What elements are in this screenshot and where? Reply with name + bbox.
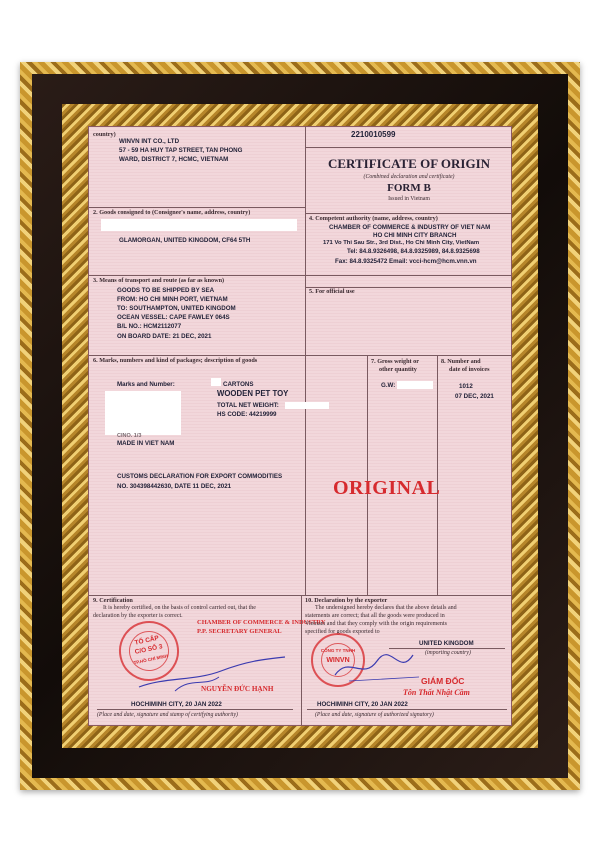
- divider-v7: [367, 355, 368, 595]
- consignee-line: GLAMORGAN, UNITED KINGDOM, CF64 5TH: [119, 237, 251, 244]
- box8-label-1: 8. Number and: [441, 358, 481, 365]
- made-in-label: MADE IN VIET NAM: [117, 440, 175, 447]
- redacted-shipping-marks: [105, 391, 181, 435]
- net-weight: TOTAL NET WEIGHT:: [217, 402, 279, 409]
- certification-text-1: It is hereby certified, on the basis of control carried out, that the: [103, 605, 256, 611]
- customs-declaration-line-1: CUSTOMS DECLARATION FOR EXPORT COMMODITIES: [117, 473, 283, 480]
- authority-line-4: Tel: 84.8.9326498, 84.8.9325989, 84.8.9325698: [347, 248, 480, 255]
- divider-h1b: [305, 213, 512, 214]
- cartons-text: CARTONS: [223, 381, 254, 388]
- box2-label: 2. Goods consigned to (Consignee's name, address, country): [93, 209, 251, 216]
- box10-sign-line: [307, 709, 507, 710]
- exporter-line-1: WINVN INT CO., LTD: [119, 138, 180, 145]
- redacted-consignee: [101, 219, 297, 231]
- box9-sign-line: [97, 709, 293, 710]
- exporter-line-3: WARD, DISTRICT 7, HCMC, VIETNAM: [119, 156, 229, 163]
- seal-text-2: C/O SỐ 3: [134, 643, 164, 656]
- declaration-text-3: Vietnam and that they comply with the origin requirements: [305, 621, 447, 627]
- certificate-document: [88, 126, 512, 726]
- box9-label: 9. Certification: [93, 597, 133, 604]
- divider-h1: [89, 207, 305, 208]
- box6-label: 6. Marks, numbers and kind of packages; description of goods: [93, 357, 258, 364]
- origin-fragment: CINO. 1/3: [117, 433, 142, 439]
- authority-line-5: Fax: 84.8.9325472 Email: vcci-hcm@hcm.vnn.vn: [335, 258, 477, 265]
- certificate-number: 2210010599: [351, 130, 396, 139]
- divider-v-bottom: [301, 595, 302, 726]
- divider-v8: [437, 355, 438, 595]
- customs-declaration-line-2: NO. 304398442630, DATE 11 DEC, 2021: [117, 483, 232, 490]
- transport-line-2: FROM: HO CHI MINH PORT, VIETNAM: [117, 296, 228, 303]
- box9-footer: (Place and date, signature and stamp of certifying authority): [97, 712, 238, 718]
- company-seal-text-1: CÔNG TY TNHH: [320, 648, 356, 653]
- marks-label: Marks and Number:: [117, 381, 175, 388]
- authority-line-1: CHAMBER OF COMMERCE & INDUSTRY OF VIET NAM: [329, 224, 491, 231]
- original-mark: ORIGINAL: [333, 477, 441, 499]
- box10-footer: (Place and date, signature of authorized signatory): [315, 712, 434, 718]
- product-name: WOODEN PET TOY: [217, 389, 289, 398]
- company-seal-text-2: WINVN: [326, 657, 350, 664]
- box3-label: 3. Means of transport and route (as far as known): [93, 277, 225, 284]
- authority-line-3: 171 Vo Thi Sau Str., 3rd Dist., Ho Chi Minh City, VietNam: [323, 240, 480, 246]
- divider-h2: [89, 275, 512, 276]
- transport-line-6: ON BOARD DATE: 21 DEC, 2021: [117, 333, 212, 340]
- certificate-header: [305, 147, 512, 209]
- seal-text-3: TP.HỒ CHÍ MINH: [133, 653, 169, 666]
- destination-country: UNITED KINGDOM: [419, 640, 474, 647]
- director-name: Tôn Thất Nhật Cầm: [403, 688, 470, 697]
- form-b-title: FORM B: [387, 182, 431, 194]
- director-title: GIÁM ĐỐC: [421, 676, 465, 686]
- authority-line-2: HO CHI MINH CITY BRANCH: [373, 232, 457, 239]
- exporter-line-2: 57 - 59 HA HUY TAP STREET, TAN PHONG: [119, 147, 243, 154]
- box10-label: 10. Declaration by the exporter: [305, 597, 388, 604]
- transport-line-1: GOODS TO BE SHIPPED BY SEA: [117, 287, 215, 294]
- declaration-text-2: statements are correct; that all the goods were produced in: [305, 613, 445, 619]
- importing-country-label: (importing country): [425, 650, 471, 656]
- box10-place-date: HOCHIMINH CITY, 20 JAN 2022: [317, 701, 408, 708]
- seal-text-1: TỔ CẤP: [134, 634, 160, 647]
- gross-weight-label: G.W:: [381, 382, 396, 389]
- transport-line-3: TO: SOUTHAMPTON, UNITED KINGDOM: [117, 305, 236, 312]
- redacted-gross-weight: [397, 381, 433, 389]
- box1-label: country): [93, 131, 116, 138]
- certification-text-2: declaration by the exporter is correct.: [93, 613, 183, 619]
- box5-label: 5. For official use: [309, 288, 355, 295]
- box7-label-2: other quantity: [379, 366, 417, 373]
- signer-name: NGUYỄN ĐỨC HẠNH: [201, 685, 274, 693]
- invoice-number: 1012: [459, 383, 473, 390]
- box4-label: 4. Competent authority (name, address, country): [309, 215, 438, 222]
- declaration-text-1: The undersigned hereby declares that the above details and: [315, 605, 457, 611]
- redacted-carton-count: [211, 378, 221, 386]
- certificate-subtitle: (Combined declaration and certificate): [363, 174, 455, 180]
- transport-line-5: B/L NO.: HCM2112077: [117, 323, 182, 330]
- divider-h3: [89, 355, 512, 356]
- chamber-title-stamp-2: P.P. SECRETARY GENERAL: [197, 628, 282, 635]
- box9-place-date: HOCHIMINH CITY, 20 JAN 2022: [131, 701, 222, 708]
- declaration-text-4: specified for goods exported to: [305, 629, 380, 635]
- hs-code: HS CODE: 44219999: [217, 411, 277, 418]
- certificate-title: CERTIFICATE OF ORIGIN: [327, 156, 491, 171]
- box8-label-2: date of invoices: [449, 366, 490, 373]
- transport-line-4: OCEAN VESSEL: CAPE FAWLEY 064S: [117, 314, 230, 321]
- invoice-date: 07 DEC, 2021: [455, 393, 494, 400]
- chamber-title-stamp-1: CHAMBER OF COMMERCE & INDUSTRY: [197, 619, 326, 626]
- issued-in: Issued in Vietnam: [388, 196, 430, 202]
- redacted-net-weight: [285, 402, 329, 409]
- box7-label-1: 7. Gross weight or: [371, 358, 420, 365]
